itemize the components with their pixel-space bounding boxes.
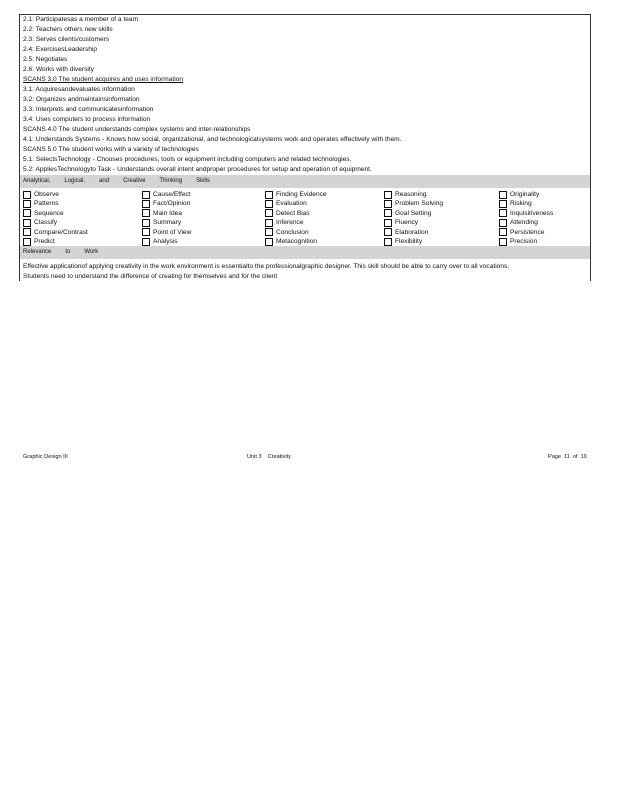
list-item: 3.3: Interprets and communicatesinformation (23, 106, 154, 113)
skill-checkbox[interactable] (23, 209, 31, 217)
list-item: 5.2: AppliesTechnologyto Task - Understands overall intent andproper procedures for setup and operation of equipment. (23, 166, 372, 173)
skill-checkbox[interactable] (384, 191, 392, 199)
skill-label: Point of View (153, 228, 192, 236)
skill-label: Patterns (34, 200, 59, 208)
skill-option (142, 218, 265, 227)
skill-checkbox[interactable] (384, 219, 392, 227)
skill-label: Goal Setting (395, 209, 432, 217)
skill-option (499, 228, 589, 237)
skills-column (384, 190, 499, 246)
skill-label: Finding Evidence (276, 191, 327, 198)
skill-checkbox[interactable] (265, 238, 273, 246)
list-item: 2.3: Serves clients/customers (23, 36, 110, 43)
skill-option (23, 199, 142, 208)
relevance-header-word: Relevance (23, 249, 52, 256)
skill-label: Compare/Contrast (34, 228, 88, 236)
skill-option (142, 199, 265, 208)
skill-checkbox[interactable] (265, 228, 273, 236)
skill-label: Cause/Effect (153, 191, 191, 198)
skill-label: Originality (510, 191, 540, 198)
skill-label: Metacognition (276, 237, 318, 245)
list-item: 5.1: SelectsTechnology - Chooses procedures, tools or equipment including computers and related technologies. (23, 156, 352, 163)
skills-header-word: Logical, (64, 178, 86, 184)
list-item: 2.6: Works with diversity (23, 66, 94, 73)
footer-page (548, 454, 593, 460)
skill-option (142, 190, 265, 199)
list-item: 3.4: Uses computers to process information (23, 116, 151, 123)
skill-option (23, 190, 142, 199)
skill-option (384, 237, 499, 246)
skill-label: Risking (510, 200, 532, 208)
footer-page-total: 19 (580, 454, 587, 460)
skill-option (499, 190, 589, 199)
skill-option (499, 237, 589, 246)
list-item: 2.4: ExercisesLeadership (23, 46, 98, 53)
skill-option (23, 237, 142, 246)
skill-checkbox[interactable] (23, 191, 31, 199)
relevance-line: Students need to understand the difference of creating for themselves and for the client (23, 273, 278, 281)
relevance-header (20, 246, 590, 259)
skill-option (265, 209, 384, 218)
skill-option (265, 199, 384, 208)
skill-label: Fluency (395, 219, 419, 227)
skill-checkbox[interactable] (265, 219, 273, 227)
skills-header-word: and (99, 178, 110, 184)
skill-option (23, 218, 142, 227)
skill-label: Persistence (510, 228, 545, 236)
relevance-header-word: to (65, 249, 71, 256)
skills-column (499, 190, 589, 246)
skill-label: Flexibility (395, 237, 423, 245)
skill-label: Conclusion (276, 228, 309, 236)
skill-option (23, 228, 142, 237)
skill-option (265, 228, 384, 237)
footer-course: Graphic Design III (23, 454, 68, 460)
skills-header-word: Creative (123, 178, 146, 184)
skills-checkbox-grid (20, 188, 590, 246)
scans-list (20, 15, 590, 175)
skill-label: Analysis (153, 237, 178, 245)
skill-option (499, 199, 589, 208)
skill-checkbox[interactable] (142, 200, 150, 208)
skill-label: Sequence (34, 209, 64, 217)
skill-label: Evaluation (276, 200, 307, 208)
skill-checkbox[interactable] (142, 228, 150, 236)
skills-column (265, 190, 384, 246)
skill-option (265, 237, 384, 246)
skill-checkbox[interactable] (142, 191, 150, 199)
skill-checkbox[interactable] (23, 219, 31, 227)
skill-option (265, 218, 384, 227)
skills-header (20, 175, 590, 188)
skill-option (142, 228, 265, 237)
skill-checkbox[interactable] (499, 209, 507, 217)
skill-checkbox[interactable] (23, 228, 31, 236)
skill-checkbox[interactable] (384, 238, 392, 246)
skill-label: Attending (510, 219, 538, 227)
footer-page-of: of (572, 454, 578, 460)
skill-option (265, 190, 384, 199)
skill-option (142, 237, 265, 246)
skill-label: Detect Bias (276, 209, 310, 217)
skill-label: Summary (153, 219, 182, 227)
skill-checkbox[interactable] (384, 228, 392, 236)
skill-checkbox[interactable] (499, 228, 507, 236)
skill-checkbox[interactable] (384, 200, 392, 208)
skill-option (384, 190, 499, 199)
skill-option (499, 218, 589, 227)
skills-header-word: Analytical, (23, 178, 51, 184)
skill-checkbox[interactable] (499, 191, 507, 199)
skill-label: Elaboration (395, 228, 429, 236)
footer-page-number: 11 (564, 454, 570, 460)
list-item: SCANS 5.0 The student works with a variety of technologies (23, 146, 199, 153)
skill-option (384, 228, 499, 237)
skill-label: Inference (276, 219, 304, 227)
list-item: 4.1: Understands Systems - Knows how social, organizational, and technologicalsystems work and operates effectively with them. (23, 136, 402, 143)
skill-checkbox[interactable] (23, 238, 31, 246)
skills-header-word: Thinking (159, 178, 183, 184)
skill-checkbox[interactable] (142, 238, 150, 246)
skill-checkbox[interactable] (499, 238, 507, 246)
skill-checkbox[interactable] (499, 219, 507, 227)
skill-label: Inquisitiveness (510, 209, 554, 217)
skill-option (142, 209, 265, 218)
skills-column (23, 190, 142, 246)
skill-checkbox[interactable] (265, 209, 273, 217)
skill-label: Main Idea (153, 209, 182, 217)
skills-column (142, 190, 265, 246)
list-item: 3.2: Organizes andmaintainsinformation (23, 96, 140, 103)
skill-checkbox[interactable] (265, 200, 273, 208)
skill-label: Problem Solving (395, 200, 444, 208)
skill-checkbox[interactable] (142, 219, 150, 227)
skills-header-word: Skills (196, 178, 211, 184)
skill-option (499, 209, 589, 218)
list-item: 2.1: Participatesas a member of a team (23, 16, 139, 23)
skill-checkbox[interactable] (142, 209, 150, 217)
skill-label: Reasoning (395, 191, 427, 198)
skill-checkbox[interactable] (499, 200, 507, 208)
footer-unit-number: Unit 3 (247, 454, 262, 460)
footer-unit-name: Creativity (267, 454, 291, 460)
skill-label: Observe (34, 191, 59, 198)
skill-label: Classify (34, 219, 58, 227)
footer-unit (247, 454, 297, 460)
skill-option (384, 209, 499, 218)
skill-checkbox[interactable] (23, 200, 31, 208)
list-item: SCANS 4.0 The student understands complex systems and inter-relationships (23, 126, 251, 133)
relevance-header-word: Work (84, 249, 99, 256)
skill-label: Fact/Opinion (153, 200, 191, 208)
skill-label: Predict (34, 237, 55, 245)
skill-option (384, 218, 499, 227)
skill-checkbox[interactable] (384, 209, 392, 217)
section-heading: SCANS 3.0 The student acquires and uses information (23, 76, 184, 83)
skill-option (23, 209, 142, 218)
list-item: 2.2: Teachers others new skills (23, 26, 113, 33)
relevance-line: Effective applicationof applying creativity in the work environment is essentialto the professionalgraphic designer. This skill should be able to carry over to all vocations. (23, 263, 510, 271)
list-item: 2.5: Negotiates (23, 56, 68, 63)
relevance-text (20, 259, 590, 282)
skill-checkbox[interactable] (265, 191, 273, 199)
list-item: 3.1: Acquiresandevaluates information (23, 86, 135, 93)
standards-table (19, 14, 591, 281)
footer-page-label: Page (548, 454, 562, 460)
skill-option (384, 199, 499, 208)
skill-label: Precision (510, 237, 538, 245)
